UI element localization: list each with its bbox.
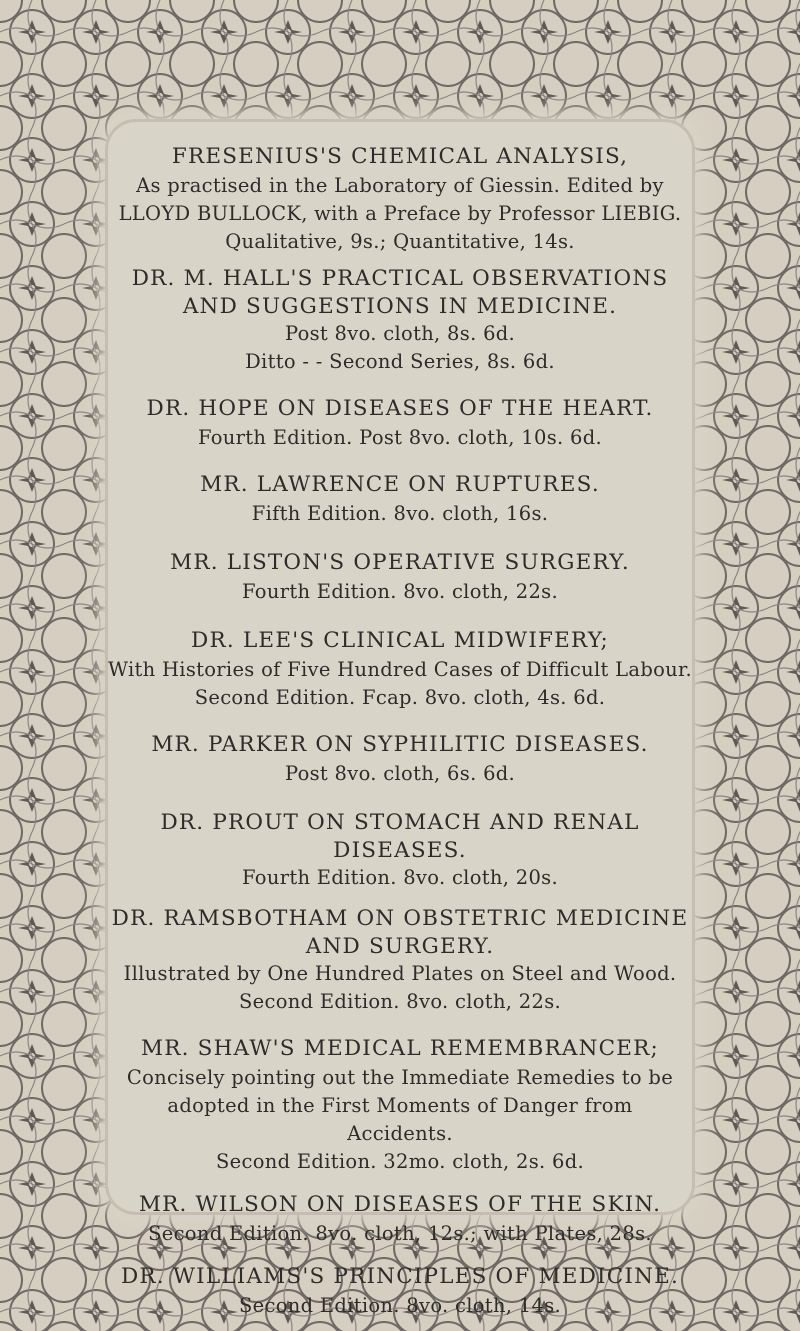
list-item <box>60 548 740 606</box>
entry-heading-continued: AND SURGERY. <box>305 934 495 959</box>
entry-line: Concisely pointing out the Immediate Remedies to be <box>126 1066 674 1089</box>
list-item <box>60 264 740 376</box>
entry-line: Fourth Edition. 8vo. cloth, 20s. <box>242 866 558 889</box>
entry-heading-continued: DISEASES. <box>333 838 467 863</box>
entry-line: LLOYD BULLOCK, with a Preface by Professor LIEBIG. <box>118 202 682 225</box>
entry-heading: MR. PARKER ON SYPHILITIC DISEASES. <box>151 732 649 757</box>
entry-heading: DR. WILLIAMS'S PRINCIPLES OF MEDICINE. <box>120 1264 680 1289</box>
entry-line: Second Edition. 32mo. cloth, 2s. 6d. <box>215 1150 584 1173</box>
entry-heading: MR. WILSON ON DISEASES OF THE SKIN. <box>138 1192 662 1217</box>
entry-line: Second Edition. 8vo. cloth, 22s. <box>238 990 562 1013</box>
list-item <box>60 904 740 1016</box>
entry-heading: DR. M. HALL'S PRACTICAL OBSERVATIONS <box>131 266 669 291</box>
entry-line: Second Edition. 8vo. cloth, 12s.; with Plates, 28s. <box>148 1222 652 1245</box>
entry-line: Accidents. <box>347 1122 453 1145</box>
entry-line: Post 8vo. cloth, 6s. 6d. <box>284 762 516 785</box>
entry-line: With Histories of Five Hundred Cases of Difficult Labour. <box>107 658 693 681</box>
list-item <box>60 808 740 892</box>
list-item <box>60 1034 740 1176</box>
list-item <box>60 1190 740 1248</box>
entry-line: Qualitative, 9s.; Quantitative, 14s. <box>225 230 575 253</box>
list-item <box>60 470 740 528</box>
entry-heading: DR. HOPE ON DISEASES OF THE HEART. <box>146 396 654 421</box>
entry-heading: DR. RAMSBOTHAM ON OBSTETRIC MEDICINE <box>111 906 689 931</box>
entry-line: As practised in the Laboratory of Giessin. Edited by <box>136 174 664 197</box>
list-item <box>60 730 740 788</box>
entry-line: Illustrated by One Hundred Plates on Steel and Wood. <box>123 962 677 985</box>
list-item <box>60 1262 740 1320</box>
entry-heading: MR. LISTON'S OPERATIVE SURGERY. <box>170 550 630 575</box>
entry-line: Post 8vo. cloth, 8s. 6d. <box>284 322 516 345</box>
entry-line: adopted in the First Moments of Danger from <box>167 1094 633 1117</box>
advertisement-list <box>60 122 740 1320</box>
entry-heading: MR. LAWRENCE ON RUPTURES. <box>200 472 600 497</box>
list-item <box>60 394 740 452</box>
entry-line: Second Edition. 8vo. cloth, 14s. <box>238 1294 562 1317</box>
entry-line: Fourth Edition. 8vo. cloth, 22s. <box>242 580 558 603</box>
entry-heading: DR. PROUT ON STOMACH AND RENAL <box>160 810 640 835</box>
entry-line: Second Edition. Fcap. 8vo. cloth, 4s. 6d. <box>194 686 606 709</box>
entry-heading: FRESENIUS'S CHEMICAL ANALYSIS, <box>171 144 629 169</box>
entry-line: Fourth Edition. Post 8vo. cloth, 10s. 6d. <box>197 426 603 449</box>
list-item <box>60 626 740 712</box>
entry-heading-continued: AND SUGGESTIONS IN MEDICINE. <box>182 294 618 319</box>
entry-heading: MR. SHAW'S MEDICAL REMEMBRANCER; <box>140 1036 659 1061</box>
entry-heading: DR. LEE'S CLINICAL MIDWIFERY; <box>191 628 609 653</box>
entry-line: Fifth Edition. 8vo. cloth, 16s. <box>251 502 549 525</box>
entry-line: Ditto - - Second Series, 8s. 6d. <box>245 350 555 373</box>
list-item <box>60 142 740 256</box>
